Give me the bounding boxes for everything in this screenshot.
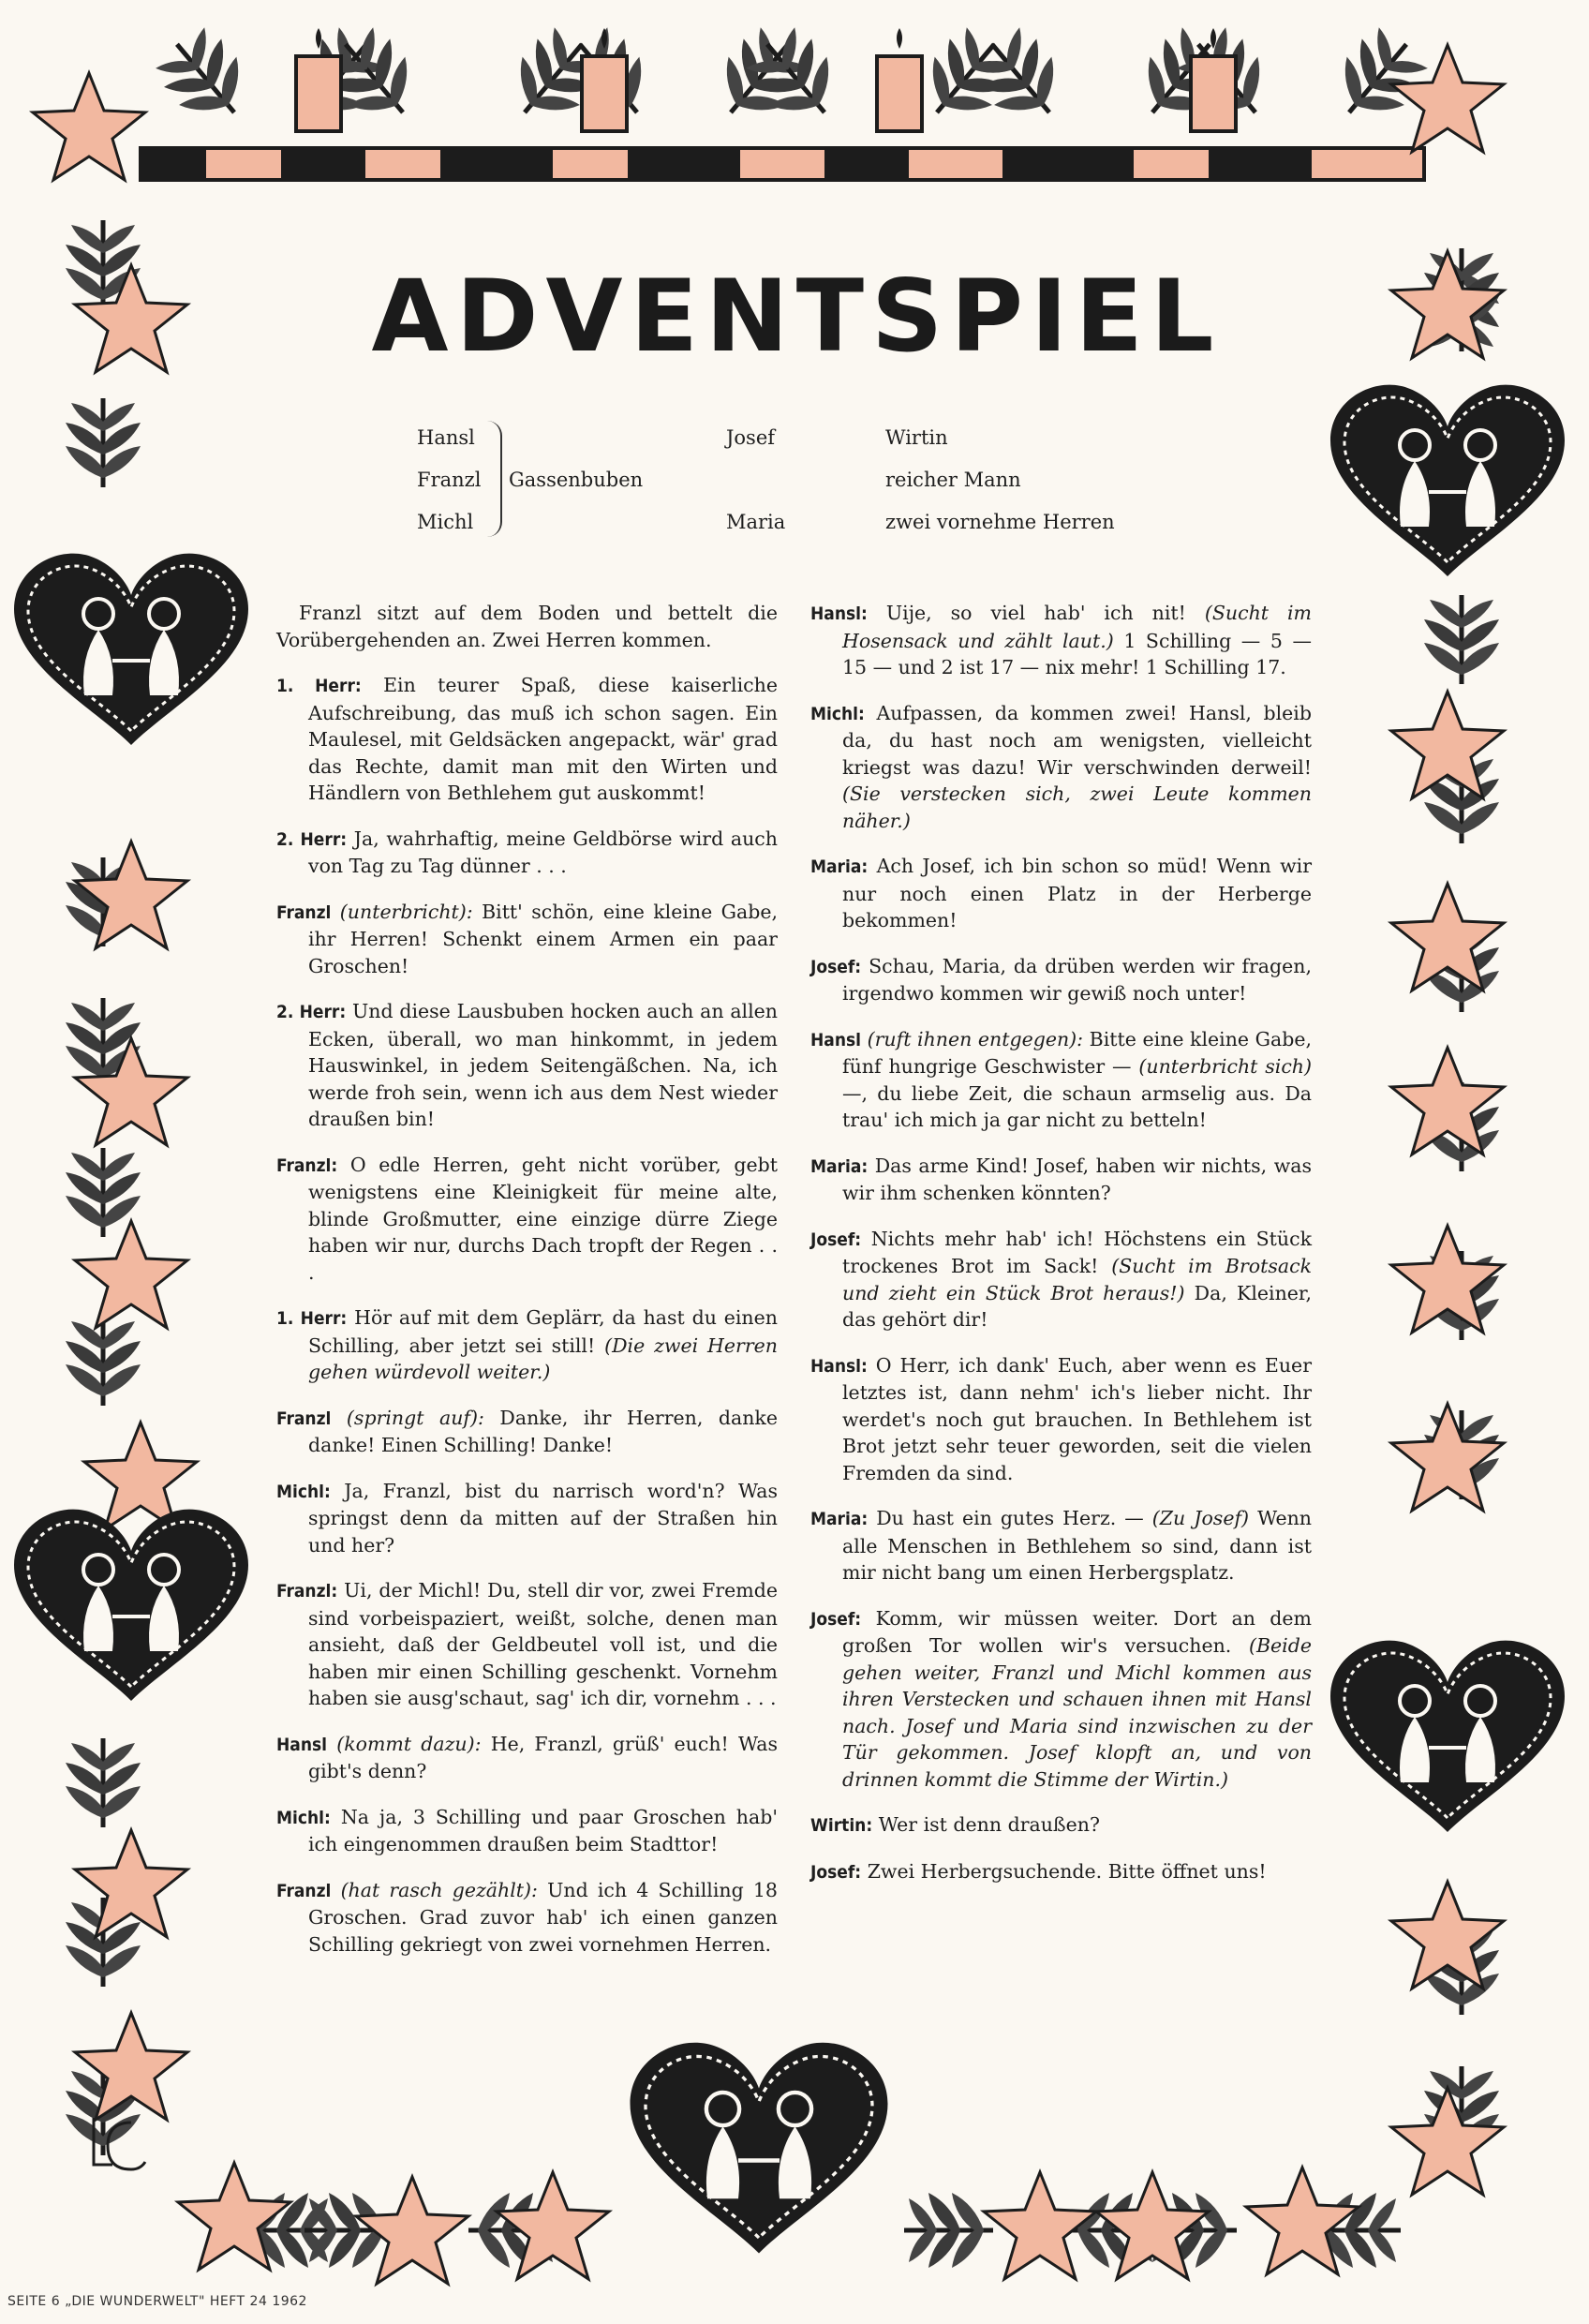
text-column-left [276, 600, 778, 1976]
line-text: Uije, so viel hab' ich nit! [885, 602, 1186, 624]
speaker-name: Michl: [276, 1481, 331, 1502]
stage-direction: (Zu Josef) [1151, 1507, 1250, 1529]
dialogue-line [810, 853, 1312, 934]
dialogue-line [810, 1811, 1312, 1840]
speaker-name: Hansl: [810, 1355, 868, 1377]
line-text: Aufpassen, da kommen zwei! Hansl, bleib da, du hast noch am wenigsten, vielleicht kriegst was dazu! Wir verschwinden derweil! [842, 701, 1312, 779]
dialogue-line [810, 1605, 1312, 1794]
line-text: Ach Josef, ich bin schon so müd! Wenn wir nur noch einen Platz in der Herberge bekommen! [842, 855, 1312, 931]
speaker-name: 1. Herr: [276, 1308, 348, 1329]
cast-name: Hansl [417, 426, 475, 449]
speaker-name: Josef: [810, 1861, 862, 1883]
stage-direction: (Sie verstecken sich, zwei Leute kommen näher.) [842, 782, 1312, 832]
artist-signature [75, 2108, 178, 2183]
line-text: Komm, wir müssen weiter. Dort an dem großen Tor wollen wir's versuchen. [842, 1606, 1312, 1657]
cast-name: Wirtin [885, 426, 948, 449]
stage-direction: (ruft ihnen entgegen): [867, 1027, 1084, 1050]
dialogue-line [276, 672, 778, 807]
line-text: Du hast ein gutes Herz. — [876, 1507, 1144, 1529]
line-text: Danke, ihr Herren, danke danke! Einen Schilling! Danke! [308, 1406, 778, 1456]
cast-name: Josef [726, 426, 776, 449]
cast-name: zwei vornehme Herren [885, 511, 1115, 533]
speaker-name: Josef: [810, 1608, 862, 1630]
speaker-name: Maria: [810, 1509, 869, 1529]
speaker-name: Maria: [810, 857, 869, 877]
stage-direction [276, 600, 778, 653]
cast-column-2 [726, 417, 785, 544]
stage-direction: (kommt dazu): [336, 1732, 482, 1755]
dialogue-line [276, 1478, 778, 1559]
line-text: Ui, der Michl! Du, stell dir vor, zwei Fremde sind vorbeispaziert, weißt, solche, denen man ansieht, daß der Geldbeutel voll ist, und die haben mir einen Schilling geschenkt. Vornehm haben sie ausg'schaut, sag' ich dir, vornehm . . . [308, 1579, 778, 1709]
line-text: Und ich 4 Schilling 18 Groschen. Grad zuvor hab' ich einen ganzen Schilling gekriegt von zwei vornehmen Herren. [308, 1878, 778, 1956]
speaker-name: Josef: [810, 1229, 862, 1250]
speaker-name: Michl: [276, 1807, 331, 1828]
speaker-name: Franzl: [276, 1155, 338, 1176]
speaker-name: Hansl [276, 1734, 328, 1755]
cast-group-boys [417, 417, 481, 544]
dialogue-line [276, 1152, 778, 1287]
dialogue-line [276, 899, 778, 980]
dialogue-line [276, 826, 778, 880]
page-title: ADVENTSPIEL [371, 259, 1222, 374]
dialogue-line [276, 1804, 778, 1858]
cast-name: Maria [726, 511, 786, 533]
text-column-right [810, 600, 1312, 1904]
line-text: Ja, Franzl, bist du narrisch word'n? Was springst denn da mitten auf der Straßen hin und her? [308, 1479, 778, 1557]
line-text: Und diese Lausbuben hocken auch an allen Ecken, überall, wo man hinkommt, in jedem Hauswinkel, in jedem Seitengäßchen. Na, ich werde froh sein, wenn ich aus dem Nest wieder draußen bin! [308, 1000, 778, 1130]
stage-direction: (unterbricht sich) [1138, 1055, 1313, 1078]
dialogue-line [276, 1304, 778, 1386]
line-text: Ein teurer Spaß, diese kaiserliche Aufschreibung, das muß ich schon sagen. Ein Maulesel, mit Geldsäcken angepackt, wär' grad das Rechte, damit man mit den Wirten und Händlern von Bethlehem gut auskommt! [308, 674, 778, 804]
dialogue-line [276, 1877, 778, 1959]
cast-group-label: Gassenbuben [509, 469, 644, 491]
line-text: Das arme Kind! Josef, haben wir nichts, was wir ihm schenken könnten? [842, 1154, 1312, 1204]
stage-direction: (Sucht im Hosensack und zählt laut.) [842, 602, 1312, 652]
cast-name: Michl [417, 511, 474, 533]
speaker-name: Maria: [810, 1155, 869, 1177]
dialogue-line [810, 1858, 1312, 1886]
line-text: Wer ist denn draußen? [878, 1813, 1100, 1836]
line-text: O edle Herren, geht nicht vorüber, gebt wenigstens eine Kleinigkeit für meine alte, blinde Großmutter, eine einzige dürre Ziege haben wir nur, durchs Dach tropft der Regen . . . [308, 1153, 778, 1284]
line-text: Da, Kleiner, das gehört dir! [842, 1281, 1312, 1331]
speaker-name: 1. Herr: [276, 676, 362, 696]
line-text: Hör auf mit dem Geplärr, da hast du einen Schilling, aber jetzt sei still! [308, 1306, 778, 1357]
dialogue-line [276, 1405, 778, 1459]
speaker-name: 2. Herr: [276, 828, 348, 850]
line-text: Ja, wahrhaftig, meine Geldbörse wird auch von Tag zu Tag dünner . . . [308, 827, 778, 877]
dialogue-line [810, 1505, 1312, 1587]
speaker-name: Franzl [276, 1408, 332, 1429]
stage-direction: (hat rasch gezählt): [340, 1878, 538, 1901]
speaker-name: 2. Herr: [276, 1002, 347, 1022]
line-text: Franzl sitzt auf dem Boden und bettelt die Vorübergehenden an. Zwei Herren kommen. [276, 602, 778, 651]
page-footer: SEITE 6 „DIE WUNDERWELT" HEFT 24 1962 [7, 2294, 307, 2309]
line-text: O Herr, ich dank' Euch, aber wenn es Euer letztes ist, dann nehm' ich's lieber nicht. Ihr werdet's noch gut brauchen. In Bethlehem ist Brot jetzt sehr teuer geworden, seit die vielen Fremden da sind. [842, 1353, 1312, 1484]
dialogue-line [810, 1226, 1312, 1333]
dialogue-line [810, 600, 1312, 681]
cast-name: reicher Mann [885, 469, 1021, 491]
stage-direction: (Die zwei Herren gehen würdevoll weiter.) [308, 1333, 778, 1383]
dialogue-line [810, 1153, 1312, 1207]
dialogue-line [810, 700, 1312, 835]
line-text: 1 Schilling — 5 — 15 — und 2 ist 17 — nix mehr! 1 Schilling 17. [842, 629, 1312, 678]
cast-name: Franzl [417, 469, 482, 491]
dialogue-line [276, 1731, 778, 1785]
speaker-name: Franzl [276, 1880, 332, 1901]
speaker-name: Hansl [810, 1029, 862, 1050]
brace [487, 421, 502, 537]
speaker-name: Hansl: [810, 603, 868, 624]
dialogue-line [810, 1026, 1312, 1134]
stage-direction: (springt auf): [346, 1406, 484, 1429]
stage-direction: (Beide gehen weiter, Franzl und Michl kommen aus ihren Verstecken und schauen ihnen mit Hansl nach. Josef und Maria sind inzwischen zu der Tür gekommen. Josef klopft an, und von drinnen kommt die Stimme der Wirtin.) [842, 1634, 1312, 1791]
line-text: Schau, Maria, da drüben werden wir fragen, irgendwo kommen wir gewiß noch unter! [842, 954, 1312, 1005]
dialogue-line [276, 1577, 778, 1712]
line-text: Nichts mehr hab' ich! Höchstens ein Stück trockenes Brot im Sack! [842, 1227, 1312, 1277]
dialogue-line [810, 953, 1312, 1007]
stage-direction: (Sucht im Brotsack und zieht ein Stück Brot heraus!) [842, 1255, 1312, 1304]
line-text: He, Franzl, grüß' euch! Was gibt's denn? [308, 1732, 778, 1782]
dialogue-line [276, 998, 778, 1133]
speaker-name: Michl: [810, 703, 865, 724]
line-text: Bitte eine kleine Gabe, fünf hungrige Geschwister — [842, 1027, 1312, 1078]
stage-direction: (unterbricht): [339, 900, 473, 923]
line-text: Wenn alle Menschen in Bethlehem so sind, dann ist mir nicht bang um einen Herbergsplatz. [842, 1507, 1312, 1584]
line-text: Bitt' schön, eine kleine Gabe, ihr Herren! Schenkt einem Armen ein paar Groschen! [308, 900, 778, 977]
line-text: Zwei Herbergsuchende. Bitte öffnet uns! [867, 1859, 1267, 1883]
cast-list [417, 417, 1260, 548]
line-text: —, du liebe Zeit, die schaun armselig aus. Da trau' ich mich ja gar nicht zu betteln! [842, 1081, 1312, 1131]
speaker-name: Wirtin: [810, 1815, 873, 1836]
speaker-name: Franzl: [276, 1581, 338, 1601]
dialogue-line [810, 1352, 1312, 1487]
speaker-name: Franzl [276, 901, 332, 923]
speaker-name: Josef: [810, 956, 862, 977]
cast-column-3 [885, 417, 1115, 544]
line-text: Na ja, 3 Schilling und paar Groschen hab' ich eingenommen draußen beim Stadttor! [308, 1805, 778, 1855]
